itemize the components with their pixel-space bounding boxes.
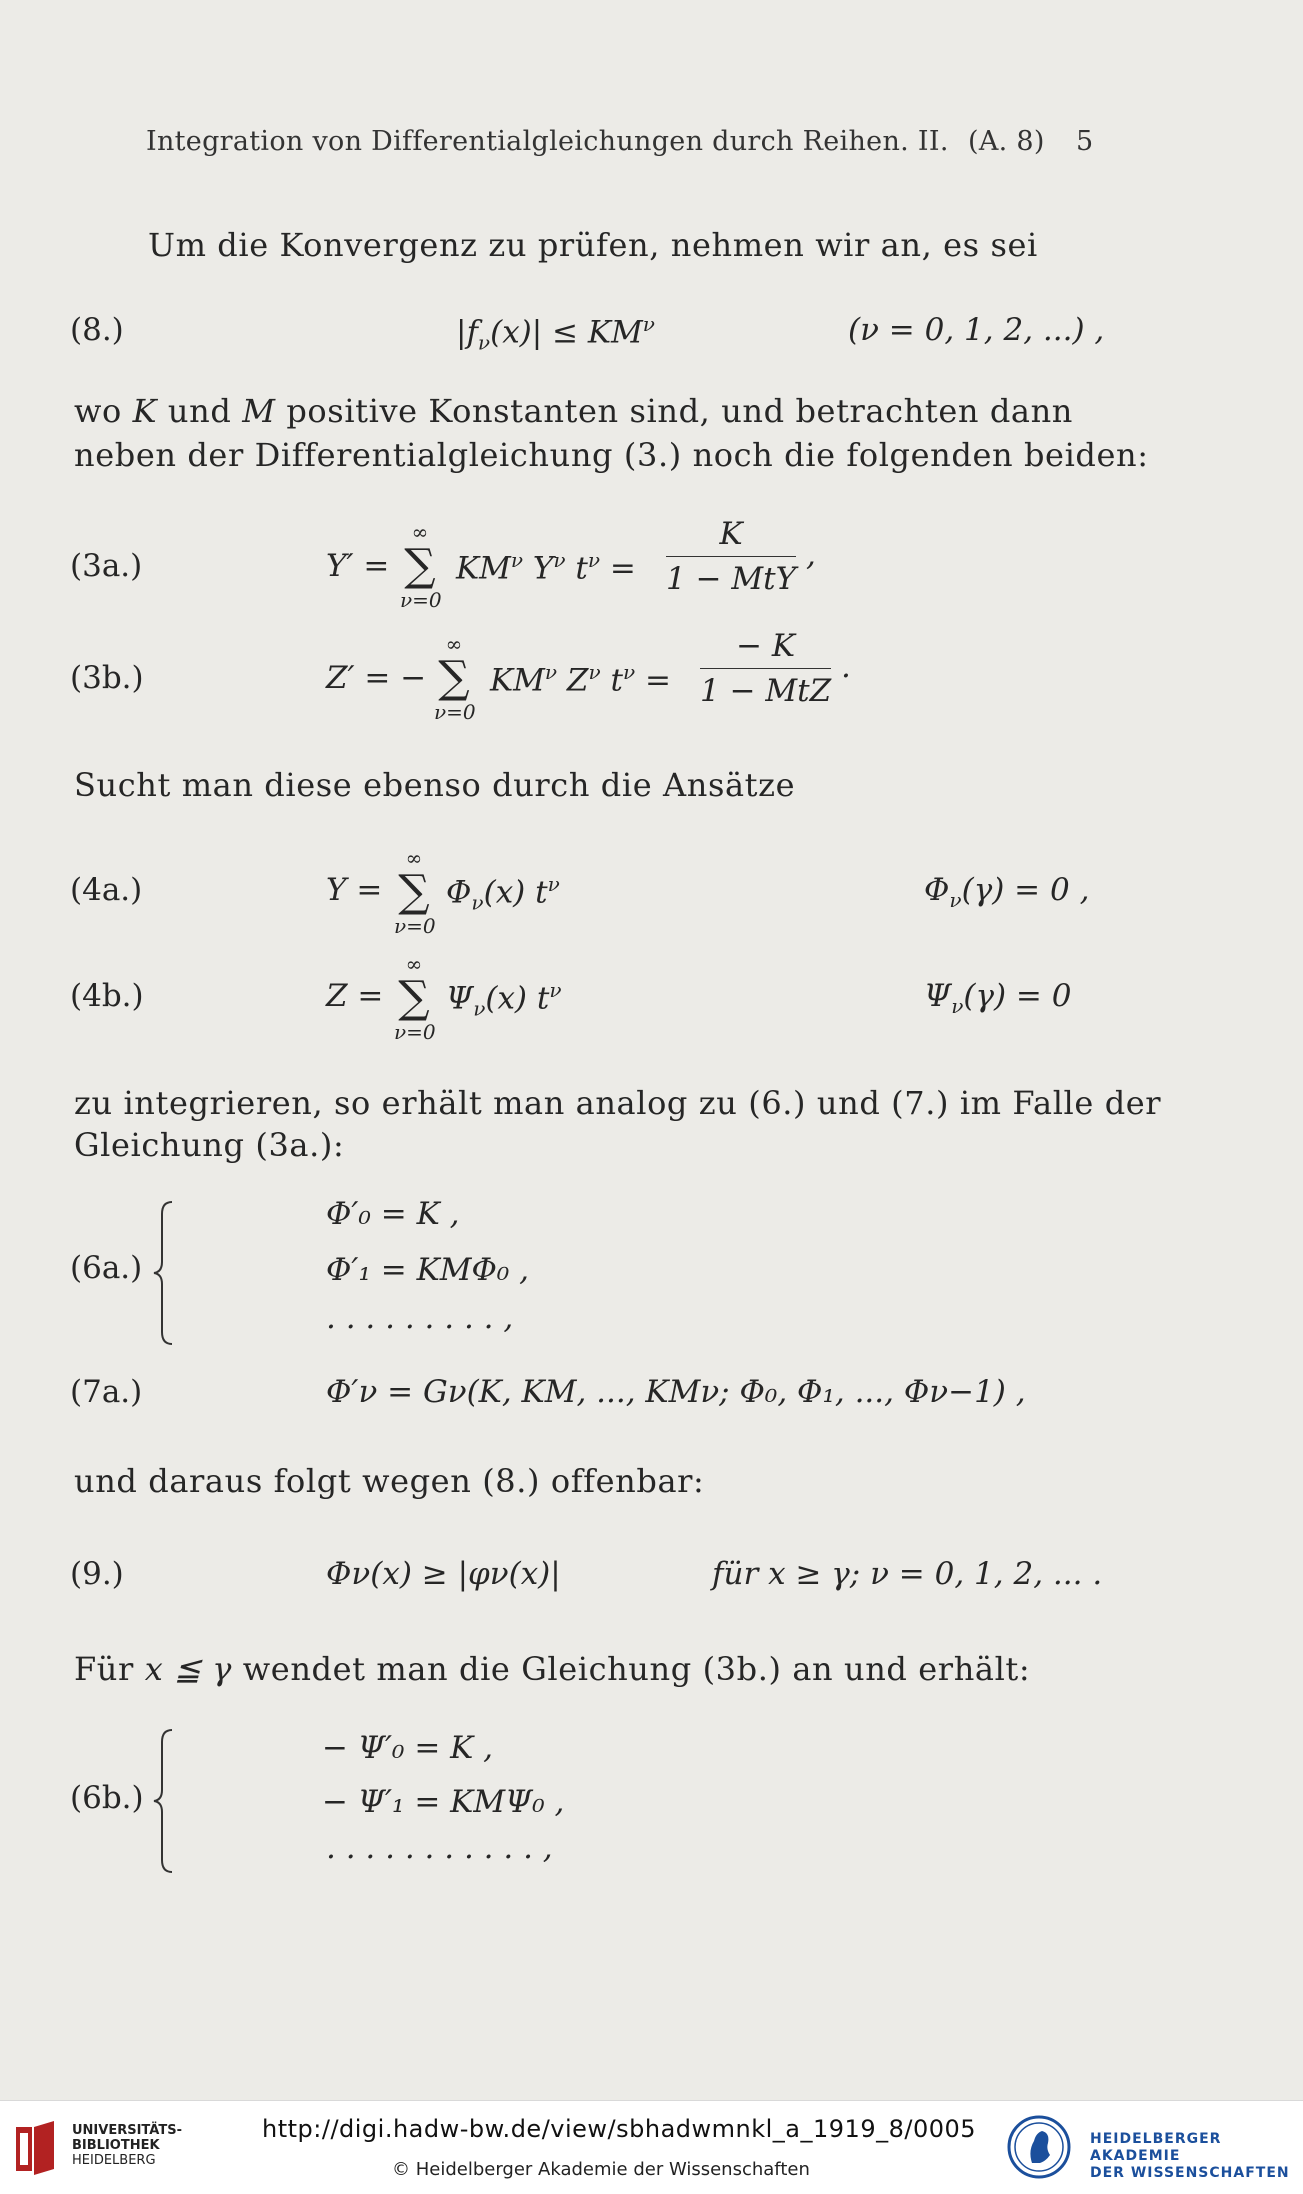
equation-3a-lhs: Y′ = (326, 548, 390, 584)
text: und (157, 392, 243, 430)
sum-3a (400, 520, 440, 612)
paragraph-4-line-1: zu integrieren, so erhält man analog zu (6.) und (7.) im Falle der (74, 1084, 1162, 1122)
academy-name-line: HEIDELBERGER AKADEMIE (1090, 2131, 1222, 2164)
equation-9-label (70, 1556, 124, 1592)
eq-part: Y (523, 550, 554, 587)
library-name-line: HEIDELBERG (72, 2153, 156, 2168)
eq-sub: ν (949, 888, 962, 913)
sum-icon: ∑ (398, 972, 430, 1023)
paragraph-6 (74, 1650, 1030, 1688)
equation-9-body: Φν(x) ≥ |φν(x)| (326, 1556, 561, 1592)
paragraph-4-line-2: Gleichung (3a.): (74, 1126, 345, 1164)
equation-label: (4a.) (70, 872, 143, 908)
eq-sup: ν (549, 978, 562, 1002)
eq-part: |f (456, 314, 478, 351)
equation-6a-line-3: . . . . . . . . . , (326, 1300, 514, 1336)
equation-3a-terms (456, 548, 636, 586)
sum-icon: ∑ (438, 652, 470, 703)
running-header-title: Integration von Differentialgleichungen durch Reihen. II. (146, 126, 949, 157)
eq-sup: ν (587, 548, 601, 572)
paragraph-2-line-2: neben der Differentialgleichung (3.) noch die folgenden beiden: (74, 436, 1149, 474)
equation-8 (70, 312, 124, 348)
paragraph-1: Um die Konvergenz zu prüfen, nehmen wir an, es sei (148, 226, 1038, 264)
sum-upper: ∞ (405, 846, 423, 870)
eq-part: KM (490, 662, 545, 699)
numerator: − K (700, 628, 831, 669)
equation-4a-label (70, 872, 142, 908)
eq-sup: ν (553, 548, 566, 572)
sum-4a (394, 846, 434, 938)
academy-name (1090, 2131, 1303, 2182)
equation-label: (8.) (70, 312, 124, 348)
brace-icon (150, 1728, 180, 1874)
eq-part: = (635, 662, 671, 699)
equation-6b-line-2: − Ψ′₁ = KMΨ₀ , (322, 1784, 565, 1820)
sum-lower: ν=0 (394, 914, 436, 938)
running-header-ref: (A. 8) (968, 126, 1045, 157)
equation-4a-terms (446, 872, 560, 915)
eq-sup: ν (622, 660, 636, 684)
equation-6a-line-1: Φ′₀ = K , (326, 1196, 460, 1232)
sum-icon: ∑ (398, 866, 430, 917)
equation-3b-fraction (700, 628, 851, 709)
text: wo (74, 392, 133, 430)
equation-label: (3b.) (70, 660, 144, 696)
equation-6b-line-3: . . . . . . . . . . . , (326, 1830, 553, 1866)
sum-icon: ∑ (404, 540, 436, 591)
equation-4b-label (70, 978, 144, 1014)
sum-lower: ν=0 (394, 1020, 436, 1044)
equation-6a-label (70, 1250, 142, 1286)
eq-part: (x) t (485, 980, 550, 1017)
eq-sup: ν (510, 548, 524, 572)
sum-3b (434, 632, 474, 724)
equation-8-body (456, 312, 655, 355)
footer-bar (0, 2100, 1303, 2194)
sum-lower: ν=0 (434, 700, 476, 724)
equation-label: (9.) (70, 1556, 124, 1592)
paragraph-2-line-1 (74, 392, 1073, 430)
library-name-line: UNIVERSITÄTS- (72, 2123, 182, 2138)
eq-part: Φ (446, 874, 472, 911)
eq-part: (γ) = 0 , (961, 872, 1090, 908)
eq-sup: ν (642, 312, 655, 336)
eq-punct: , (805, 537, 816, 573)
university-library-logo-icon (14, 2119, 58, 2177)
equation-4b-lhs: Z = (326, 978, 384, 1014)
paragraph-5: und daraus folgt wegen (8.) offenbar: (74, 1462, 705, 1500)
equation-label: (6a.) (70, 1250, 143, 1286)
paragraph-3: Sucht man diese ebenso durch die Ansätze (74, 766, 796, 804)
math-var: K (132, 392, 158, 430)
academy-seal-icon (1006, 2111, 1072, 2183)
eq-sub: ν (477, 330, 491, 355)
eq-part: Ψ (446, 980, 474, 1017)
eq-part: Φ (924, 872, 950, 908)
equation-7a-label (70, 1374, 142, 1410)
sum-4b (394, 952, 434, 1044)
eq-sub: ν (951, 994, 964, 1019)
text: wendet man die Gleichung (3b.) an und erhält: (232, 1650, 1031, 1688)
university-library-name (72, 2123, 182, 2168)
eq-sub: ν (473, 996, 486, 1021)
equation-9-condition: für x ≥ γ; ν = 0, 1, 2, ... . (712, 1556, 1103, 1592)
sum-lower: ν=0 (400, 588, 442, 612)
copyright-notice: © Heidelberger Akademie der Wissenschaften (392, 2159, 810, 2180)
eq-punct: . (841, 649, 851, 685)
equation-label: (6b.) (70, 1780, 144, 1816)
eq-sup: ν (544, 660, 558, 684)
page-number: 5 (1076, 126, 1094, 157)
equation-3b-label (70, 660, 144, 696)
equation-label: (3a.) (70, 548, 143, 584)
eq-part: KM (456, 550, 511, 587)
sum-upper: ∞ (445, 632, 463, 656)
academy-name-line: DER WISSENSCHAFTEN (1090, 2165, 1290, 2181)
sum-upper: ∞ (405, 952, 423, 976)
permalink-url[interactable]: http://digi.hadw-bw.de/view/sbhadwmnkl_a_1919_8/0005 (262, 2115, 977, 2143)
equation-7a-body: Φ′ν = Gν(K, KM, ..., KMν; Φ₀, Φ₁, ..., Φν−1) , (326, 1374, 1026, 1410)
equation-3b-lhs: Z′ = − (326, 660, 427, 696)
sum-upper: ∞ (411, 520, 429, 544)
equation-4b-condition (924, 978, 1071, 1018)
eq-sup: ν (588, 660, 601, 684)
eq-part: (x)| ≤ KM (490, 314, 643, 351)
equation-3b-terms (490, 660, 671, 698)
denominator: 1 − MtZ (700, 673, 832, 709)
equation-6b-line-1: − Ψ′₀ = K , (322, 1730, 494, 1766)
math-var: M (242, 392, 276, 430)
equation-3a-fraction (666, 516, 816, 597)
eq-part: Z (557, 662, 589, 699)
equation-label: (4b.) (70, 978, 144, 1014)
equation-3a-label (70, 548, 142, 584)
denominator: 1 − MtY (666, 561, 797, 597)
text: Für (74, 1650, 145, 1688)
equation-4b-terms (446, 978, 562, 1021)
numerator: K (666, 516, 796, 557)
equation-6b-label (70, 1780, 144, 1816)
equation-6a-line-2: Φ′₁ = KMΦ₀ , (326, 1252, 530, 1288)
math-var: x ≦ γ (144, 1650, 233, 1688)
eq-part: t (600, 662, 623, 699)
brace-icon (150, 1200, 180, 1346)
equation-8-condition: (ν = 0, 1, 2, ...) , (848, 312, 1105, 348)
eq-part: Ψ (924, 978, 952, 1014)
eq-part: (γ) = 0 (963, 978, 1072, 1014)
equation-label: (7a.) (70, 1374, 143, 1410)
eq-part: = (600, 550, 636, 587)
text: positive Konstanten sind, und betrachten dann (275, 392, 1074, 430)
equation-4a-condition (924, 872, 1089, 912)
eq-sup: ν (547, 872, 560, 896)
library-name-line: BIBLIOTHEK (72, 2138, 160, 2153)
eq-part: (x) t (483, 874, 548, 911)
eq-sub: ν (471, 890, 484, 915)
eq-part: t (565, 550, 588, 587)
equation-4a-lhs: Y = (326, 872, 383, 908)
